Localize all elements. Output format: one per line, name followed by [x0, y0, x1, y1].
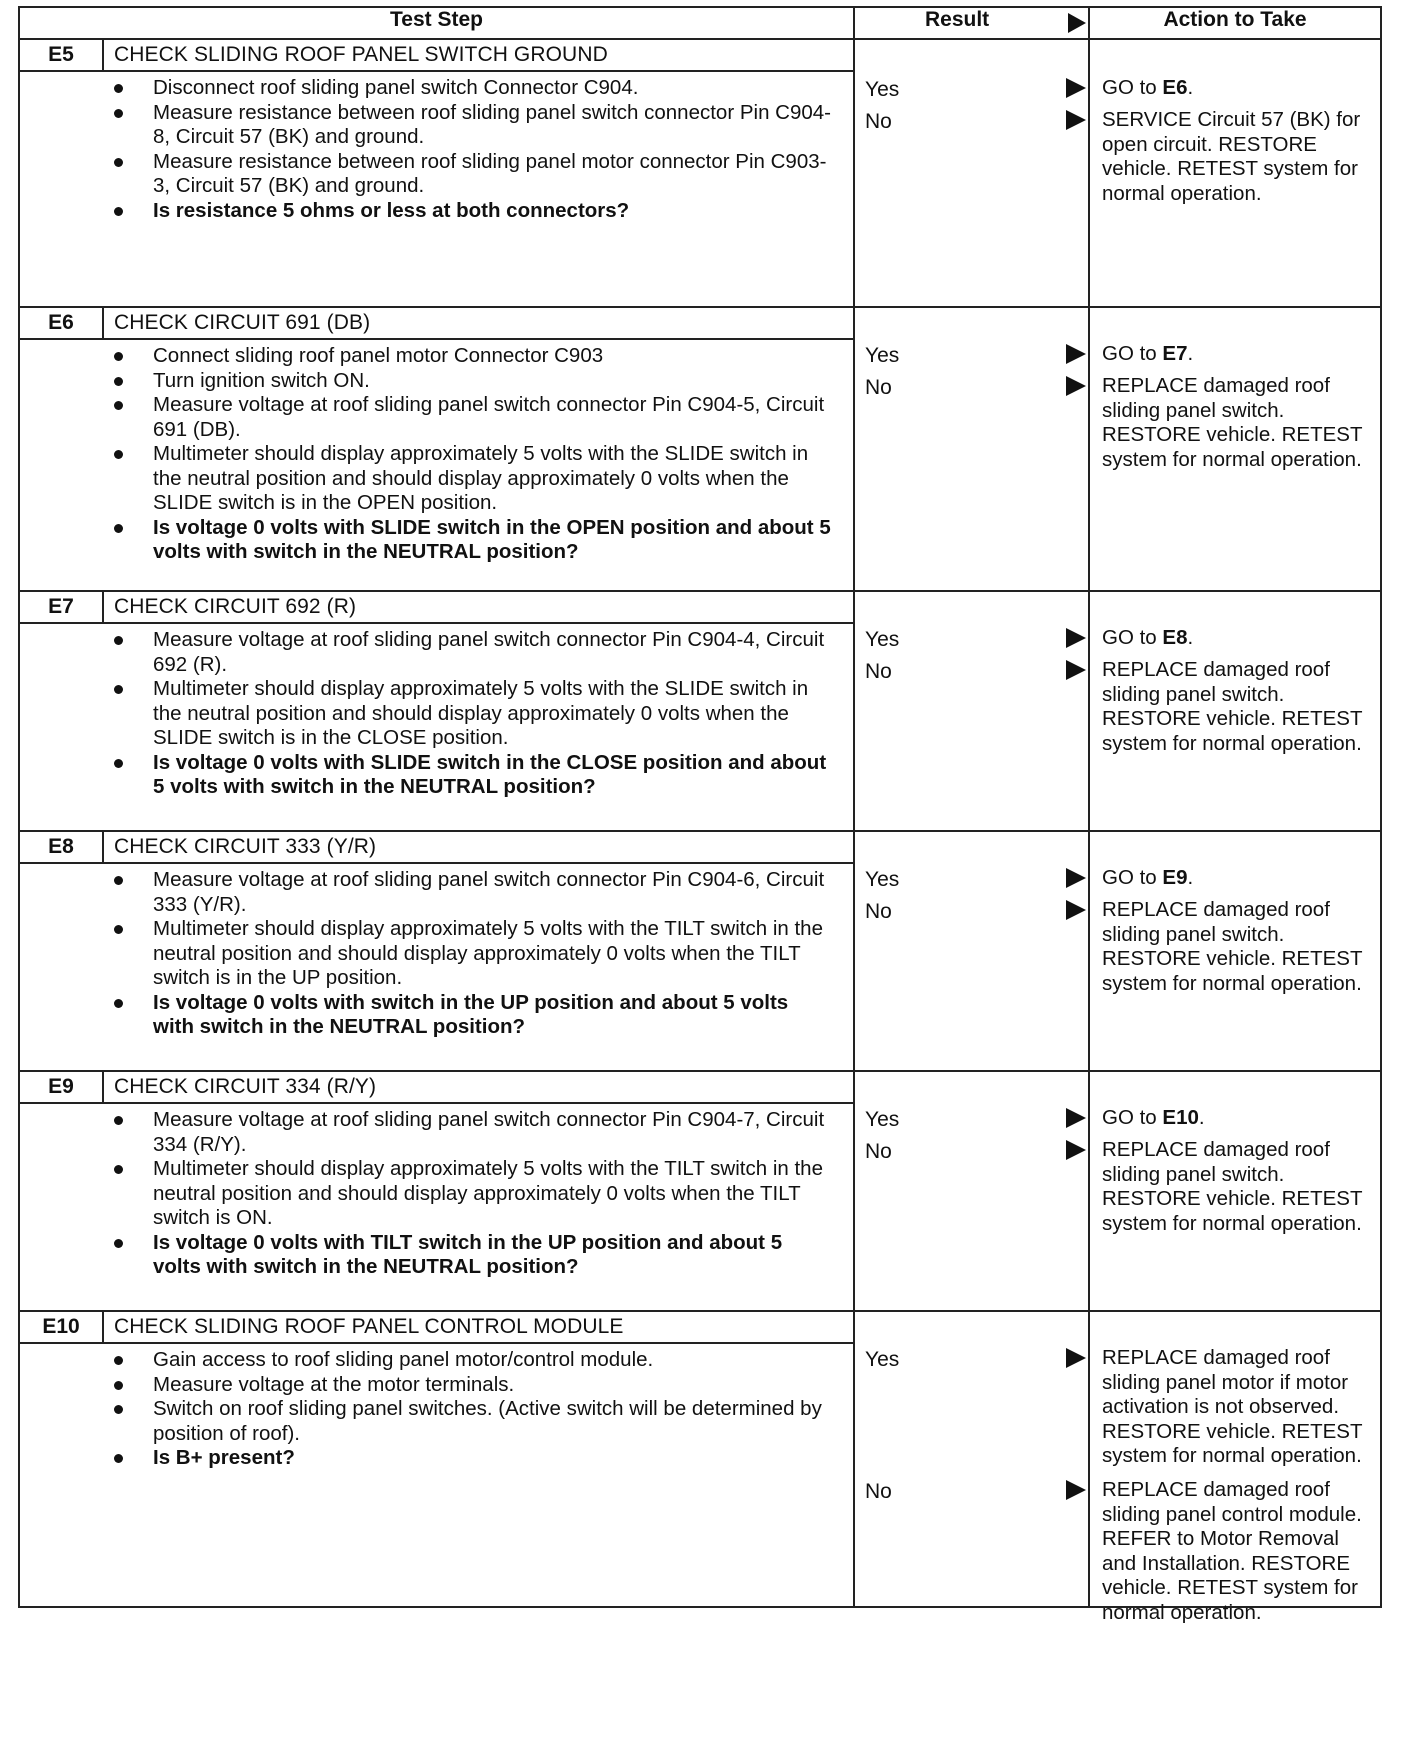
list-item	[20, 628, 833, 677]
yes-action-suffix: .	[1198, 1106, 1205, 1129]
yes-action	[1102, 76, 1374, 101]
yes-action-suffix: .	[1187, 76, 1194, 99]
list-item	[20, 1348, 833, 1373]
step-row-e8	[19, 831, 1381, 1071]
bullet-icon	[114, 1116, 123, 1125]
bullet-icon	[114, 109, 123, 118]
step-id: E10	[20, 1312, 104, 1342]
yes-action	[1102, 866, 1374, 891]
list-item	[20, 991, 833, 1040]
bullet-icon	[114, 450, 123, 459]
action-cell	[1089, 39, 1381, 307]
action-cell	[1089, 1071, 1381, 1311]
result-no: No	[865, 376, 892, 399]
list-item	[20, 76, 833, 101]
step-row-e7	[19, 591, 1381, 831]
test-step-cell	[19, 1311, 854, 1607]
arrow-right-icon	[1066, 1348, 1086, 1368]
list-item	[20, 868, 833, 917]
result-yes: Yes	[865, 1108, 900, 1131]
action-cell	[1089, 1311, 1381, 1624]
list-item	[20, 1373, 833, 1398]
arrow-right-icon	[1066, 1480, 1086, 1500]
no-action: REPLACE damaged roof sliding panel control module. REFER to Motor Removal and Installation. RESTORE vehicle. RETEST system for normal operation.	[1102, 1478, 1362, 1624]
arrow-right-icon	[1068, 13, 1086, 33]
header-test-step: Test Step	[19, 7, 854, 39]
list-item	[20, 516, 833, 565]
bullet-icon	[114, 1381, 123, 1390]
diagnostic-table	[18, 6, 1382, 1624]
bullet-text: Turn ignition switch ON.	[153, 368, 370, 392]
bullet-text: Measure voltage at roof sliding panel switch connector Pin C904-4, Circuit 692 (R).	[153, 628, 825, 676]
bullet-text: Is B+ present?	[153, 1446, 295, 1469]
result-yes: Yes	[865, 78, 900, 101]
result-yes: Yes	[865, 1348, 900, 1371]
list-item	[20, 677, 833, 751]
step-title: CHECK CIRCUIT 334 (R/Y)	[114, 1075, 377, 1098]
yes-action: REPLACE damaged roof sliding panel motor if motor activation is not observed. RESTORE vehicle. RETEST system for normal operation.	[1102, 1346, 1363, 1467]
yes-action-prefix: GO to	[1102, 342, 1163, 365]
result-no: No	[865, 660, 892, 683]
list-item	[20, 199, 833, 224]
action-cell	[1089, 591, 1381, 831]
bullet-text: Measure voltage at roof sliding panel switch connector Pin C904-6, Circuit 333 (Y/R).	[153, 868, 825, 916]
step-row-e10	[19, 1311, 1381, 1607]
no-action: REPLACE damaged roof sliding panel switch. RESTORE vehicle. RETEST system for normal operation.	[1102, 1138, 1363, 1235]
step-bullets	[20, 340, 853, 569]
bullet-text: Disconnect roof sliding panel switch Connector C904.	[153, 76, 639, 99]
result-cell	[854, 1311, 1089, 1607]
result-cell	[854, 307, 1089, 591]
step-title: CHECK SLIDING ROOF PANEL SWITCH GROUND	[114, 43, 608, 66]
bullet-text: Measure voltage at the motor terminals.	[153, 1372, 515, 1396]
list-item	[20, 150, 833, 199]
result-no: No	[865, 900, 892, 923]
bullet-text: Is voltage 0 volts with SLIDE switch in the CLOSE position and about 5 volts with switch in the NEUTRAL position?	[153, 750, 827, 798]
step-id: E5	[20, 40, 104, 70]
bullet-icon	[114, 636, 123, 645]
step-row-e6	[19, 307, 1381, 591]
step-header	[20, 308, 853, 340]
list-item	[20, 369, 833, 394]
step-title: CHECK CIRCUIT 333 (Y/R)	[114, 835, 377, 858]
bullet-icon	[114, 999, 123, 1008]
bullet-text: Measure resistance between roof sliding panel switch connector Pin C904-8, Circuit 57 (BK) and ground.	[153, 100, 832, 148]
bullet-text: Multimeter should display approximately 5 volts with the TILT switch in the neutral position and should display approximately 0 volts when the TILT switch is ON.	[153, 1157, 823, 1229]
arrow-right-icon	[1066, 1108, 1086, 1128]
bullet-icon	[114, 1356, 123, 1365]
list-item	[20, 393, 833, 442]
result-cell	[854, 1071, 1089, 1311]
step-bullets	[20, 72, 853, 227]
step-id: E8	[20, 832, 104, 862]
result-yes: Yes	[865, 868, 900, 891]
yes-action-target: E6	[1162, 76, 1188, 99]
arrow-right-icon	[1066, 110, 1086, 130]
bullet-icon	[114, 1454, 123, 1463]
no-action: REPLACE damaged roof sliding panel switch. RESTORE vehicle. RETEST system for normal operation.	[1102, 898, 1363, 995]
bullet-icon	[114, 352, 123, 361]
list-item	[20, 751, 833, 800]
result-no: No	[865, 110, 892, 133]
bullet-text: Is voltage 0 volts with SLIDE switch in the OPEN position and about 5 volts with switch in the NEUTRAL position?	[153, 515, 831, 563]
result-cell	[854, 831, 1089, 1071]
arrow-right-icon	[1066, 1140, 1086, 1160]
step-header	[20, 592, 853, 624]
diagnostic-table-sheet	[18, 6, 1380, 1624]
result-cell	[854, 39, 1089, 307]
bullet-icon	[114, 685, 123, 694]
bullet-icon	[114, 1239, 123, 1248]
yes-action-prefix: GO to	[1102, 866, 1163, 889]
bullet-icon	[114, 84, 123, 93]
step-bullets	[20, 1344, 853, 1475]
yes-action-target: E9	[1162, 866, 1188, 889]
yes-action-target: E10	[1162, 1106, 1199, 1129]
list-item	[20, 1108, 833, 1157]
bullet-text: Is resistance 5 ohms or less at both connectors?	[153, 198, 630, 222]
step-row-e9	[19, 1071, 1381, 1311]
arrow-right-icon	[1066, 900, 1086, 920]
step-bullets	[20, 1104, 853, 1284]
table-header-row	[19, 7, 1381, 39]
arrow-right-icon	[1066, 868, 1086, 888]
arrow-right-icon	[1066, 376, 1086, 396]
yes-action-target: E7	[1162, 342, 1188, 365]
test-step-cell	[19, 591, 854, 831]
step-row-e5	[19, 39, 1381, 307]
arrow-right-icon	[1066, 78, 1086, 98]
step-header	[20, 832, 853, 864]
bullet-icon	[114, 158, 123, 167]
test-step-cell	[19, 39, 854, 307]
header-result-label: Result	[925, 8, 990, 31]
list-item	[20, 1397, 833, 1446]
yes-action	[1102, 342, 1374, 367]
yes-action-prefix: GO to	[1102, 76, 1163, 99]
arrow-right-icon	[1066, 660, 1086, 680]
step-header	[20, 40, 853, 72]
no-action: REPLACE damaged roof sliding panel switch. RESTORE vehicle. RETEST system for normal operation.	[1102, 658, 1363, 755]
bullet-text: Measure resistance between roof sliding panel motor connector Pin C903-3, Circuit 57 (BK) and ground.	[153, 149, 827, 197]
bullet-text: Is voltage 0 volts with switch in the UP position and about 5 volts with switch in the NEUTRAL position?	[153, 990, 789, 1038]
step-title: CHECK CIRCUIT 692 (R)	[114, 595, 357, 618]
list-item	[20, 344, 833, 369]
bullet-text: Connect sliding roof panel motor Connector C903	[153, 344, 604, 367]
no-action: REPLACE damaged roof sliding panel switch. RESTORE vehicle. RETEST system for normal operation.	[1102, 374, 1363, 471]
result-yes: Yes	[865, 628, 900, 651]
arrow-right-icon	[1066, 628, 1086, 648]
bullet-icon	[114, 1405, 123, 1414]
step-header	[20, 1312, 853, 1344]
yes-action-suffix: .	[1187, 866, 1194, 889]
bullet-text: Multimeter should display approximately 5 volts with the TILT switch in the neutral position and should display approximately 0 volts when the TILT switch is in the UP position.	[153, 917, 823, 989]
step-id: E7	[20, 592, 104, 622]
arrow-right-icon	[1066, 344, 1086, 364]
header-result	[854, 7, 1089, 39]
no-action: SERVICE Circuit 57 (BK) for open circuit. RESTORE vehicle. RETEST system for normal operation.	[1102, 108, 1361, 205]
result-no: No	[865, 1480, 892, 1503]
header-action: Action to Take	[1089, 7, 1381, 39]
result-yes: Yes	[865, 344, 900, 367]
step-title: CHECK CIRCUIT 691 (DB)	[114, 311, 371, 334]
list-item	[20, 1157, 833, 1231]
step-header	[20, 1072, 853, 1104]
bullet-text: Measure voltage at roof sliding panel switch connector Pin C904-5, Circuit 691 (DB).	[153, 393, 825, 441]
yes-action	[1102, 1106, 1374, 1131]
test-step-cell	[19, 1071, 854, 1311]
test-step-cell	[19, 307, 854, 591]
list-item	[20, 101, 833, 150]
bullet-icon	[114, 759, 123, 768]
bullet-icon	[114, 925, 123, 934]
list-item	[20, 1231, 833, 1280]
result-cell	[854, 591, 1089, 831]
result-no: No	[865, 1140, 892, 1163]
action-cell	[1089, 831, 1381, 1071]
bullet-icon	[114, 401, 123, 410]
yes-action-suffix: .	[1187, 342, 1194, 365]
step-bullets	[20, 624, 853, 804]
bullet-icon	[114, 1165, 123, 1174]
list-item	[20, 1446, 833, 1471]
bullet-text: Is voltage 0 volts with TILT switch in the UP position and about 5 volts with switch in the NEUTRAL position?	[153, 1230, 783, 1278]
list-item	[20, 917, 833, 991]
bullet-text: Gain access to roof sliding panel motor/control module.	[153, 1348, 654, 1371]
step-id: E9	[20, 1072, 104, 1102]
step-title: CHECK SLIDING ROOF PANEL CONTROL MODULE	[114, 1315, 624, 1338]
bullet-icon	[114, 524, 123, 533]
yes-action-target: E8	[1162, 626, 1188, 649]
action-cell	[1089, 307, 1381, 591]
yes-action-prefix: GO to	[1102, 1106, 1163, 1129]
yes-action-suffix: .	[1187, 626, 1194, 649]
bullet-text: Switch on roof sliding panel switches. (Active switch will be determined by position of roof).	[153, 1397, 822, 1445]
bullet-icon	[114, 207, 123, 216]
test-step-cell	[19, 831, 854, 1071]
bullet-text: Multimeter should display approximately 5 volts with the SLIDE switch in the neutral position and should display approximately 0 volts when the SLIDE switch is in the OPEN position.	[153, 442, 809, 514]
step-id: E6	[20, 308, 104, 338]
list-item	[20, 442, 833, 516]
step-bullets	[20, 864, 853, 1044]
yes-action	[1102, 626, 1374, 651]
yes-action-prefix: GO to	[1102, 626, 1163, 649]
bullet-icon	[114, 876, 123, 885]
bullet-icon	[114, 377, 123, 386]
bullet-text: Multimeter should display approximately 5 volts with the SLIDE switch in the neutral position and should display approximately 0 volts when the SLIDE switch is in the CLOSE position.	[153, 677, 809, 749]
bullet-text: Measure voltage at roof sliding panel switch connector Pin C904-7, Circuit 334 (R/Y).	[153, 1108, 825, 1156]
